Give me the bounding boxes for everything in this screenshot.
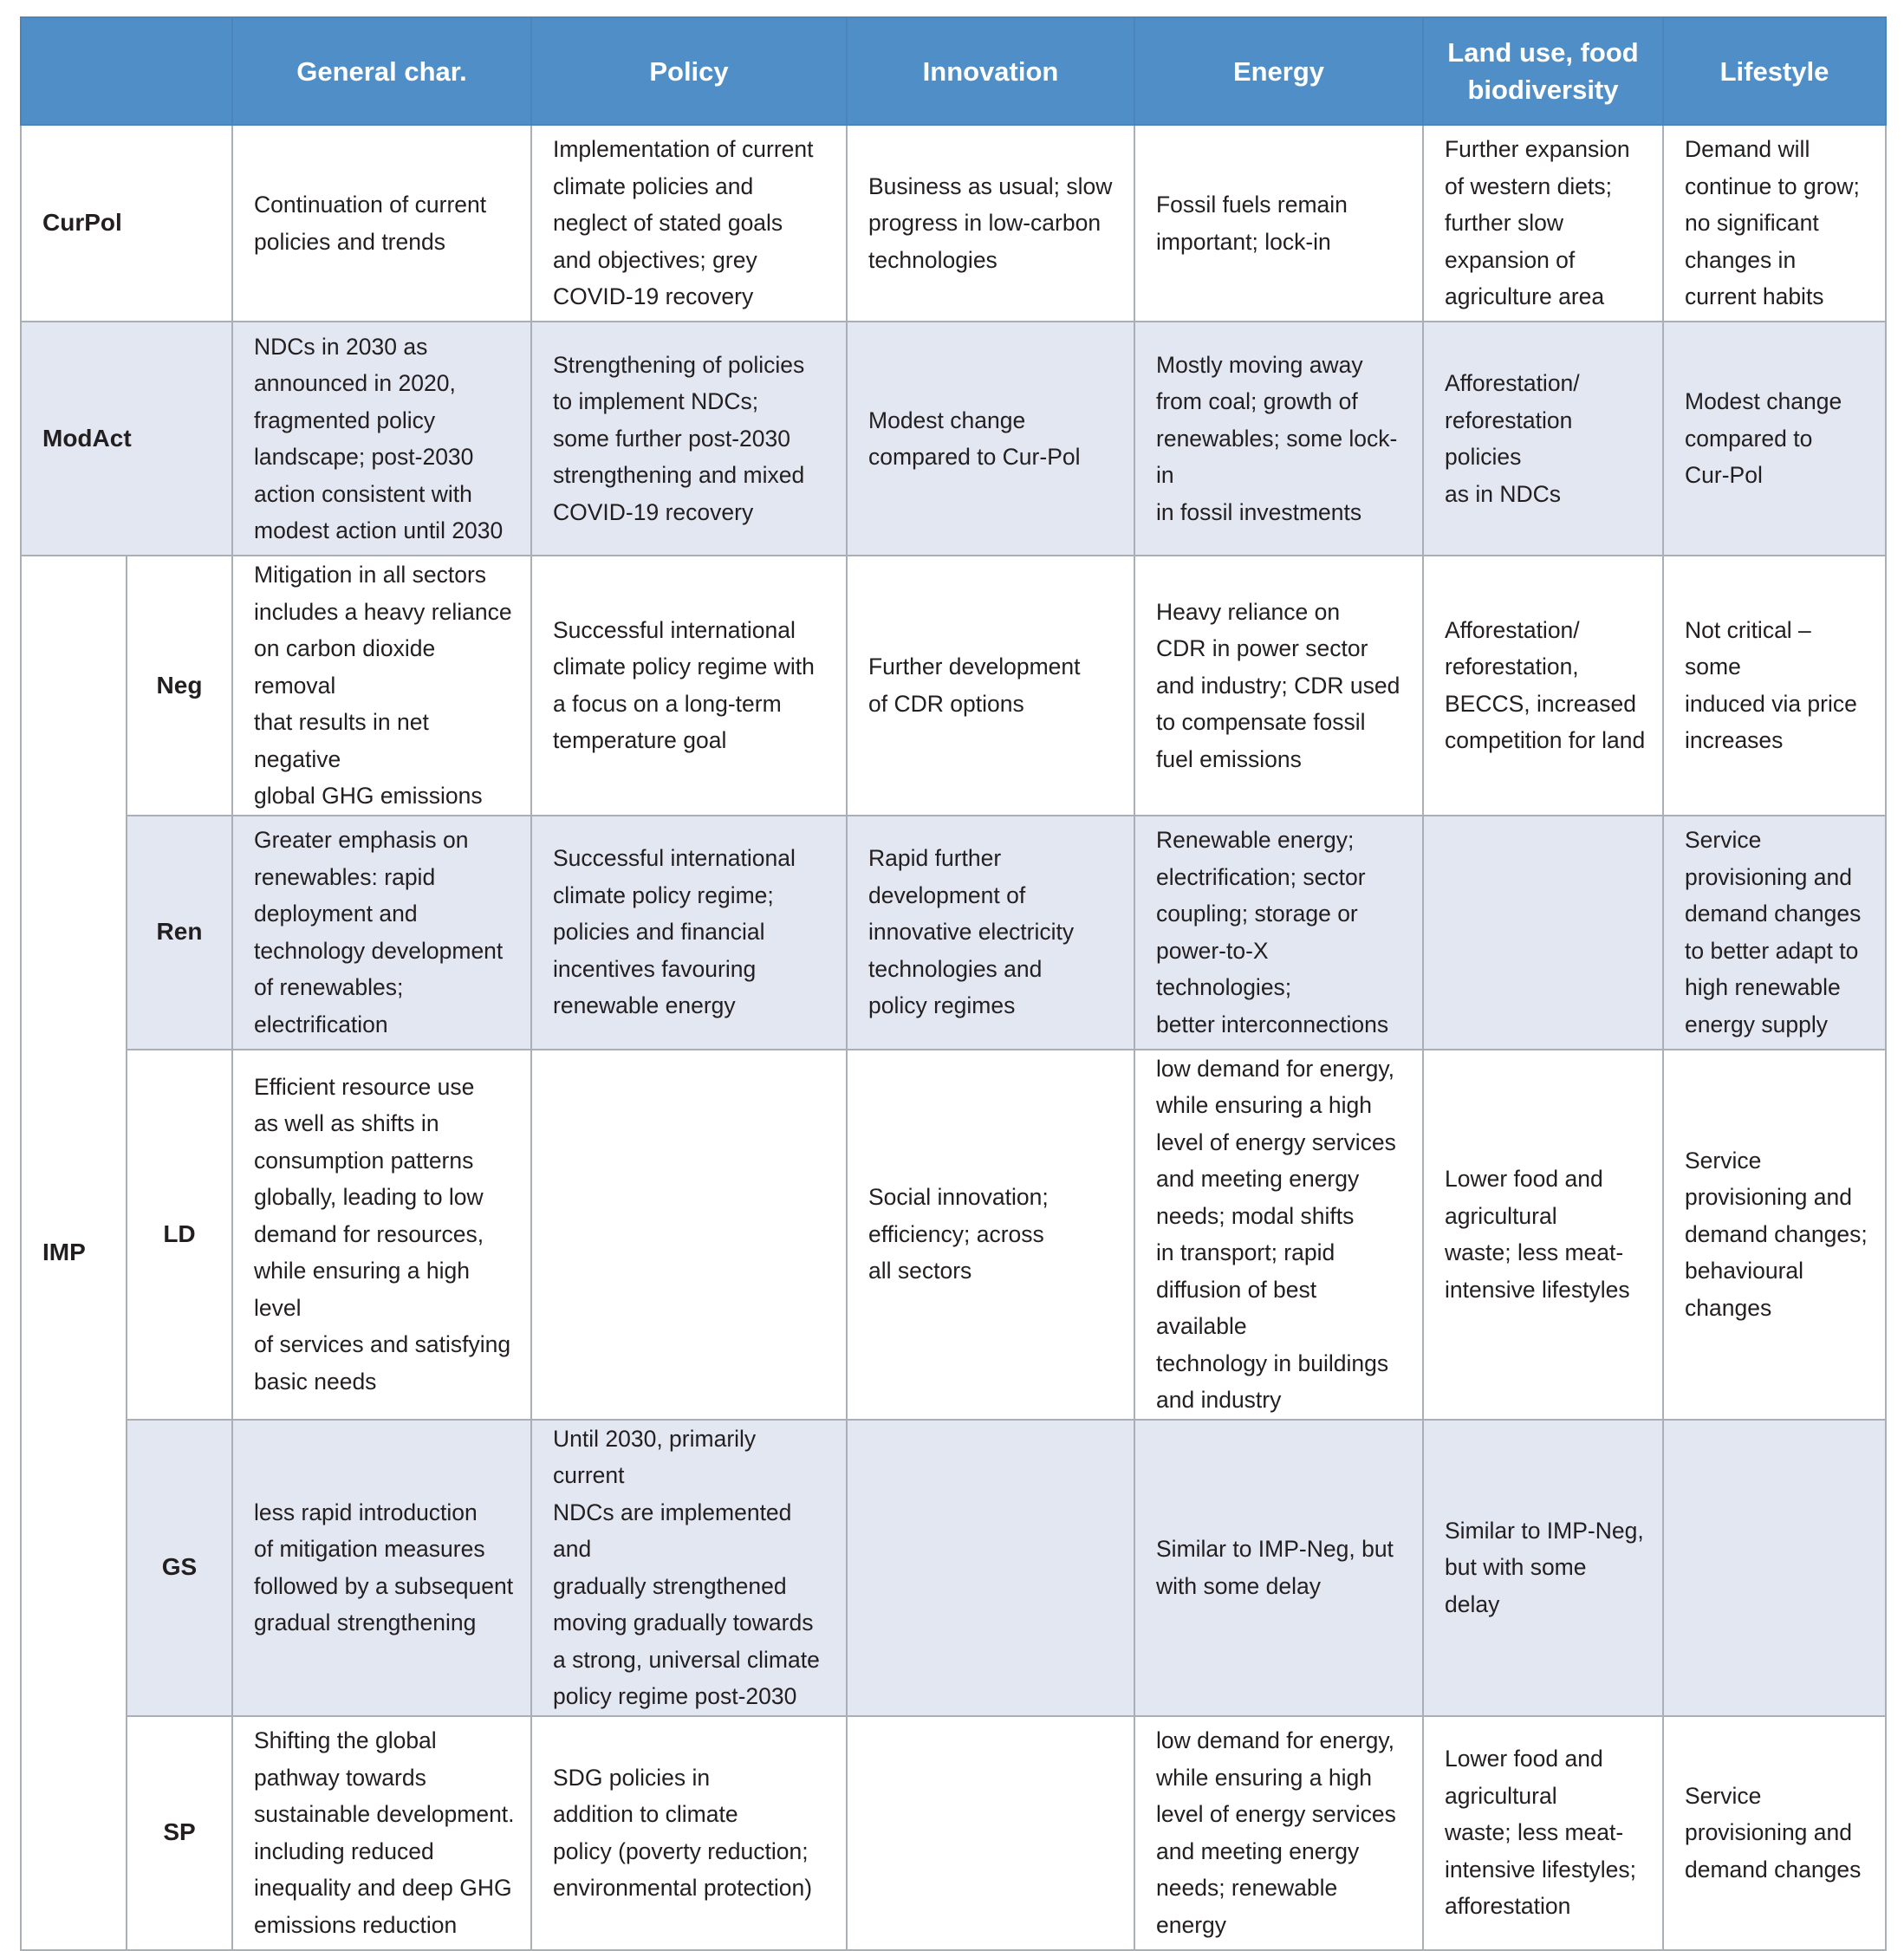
cell-sp-innovation <box>847 1716 1134 1950</box>
cell-ren-innovation: Rapid further development of innovative electricity technologies and policy regimes <box>847 816 1134 1050</box>
cell-ren-general: Greater emphasis on renewables: rapid deployment and technology development of renewables; electrification <box>232 816 531 1050</box>
header-general: General char. <box>232 17 531 125</box>
cell-neg-energy: Heavy reliance on CDR in power sector and industry; CDR used to compensate fossil fuel emissions <box>1134 556 1423 816</box>
scenario-comparison-table <box>20 16 1887 1951</box>
header-energy: Energy <box>1134 17 1423 125</box>
row-label-ren: Ren <box>127 816 232 1050</box>
cell-modact-general: NDCs in 2030 as announced in 2020, fragmented policy landscape; post-2030 action consistent with modest action until 2030 <box>232 322 531 556</box>
cell-curpol-innovation: Business as usual; slow progress in low-carbon technologies <box>847 125 1134 322</box>
cell-gs-policy: Until 2030, primarily current NDCs are implemented and gradually strengthened moving gradually towards a strong, universal climate policy regime post-2030 <box>531 1420 847 1716</box>
cell-neg-innovation: Further development of CDR options <box>847 556 1134 816</box>
header-lifestyle: Lifestyle <box>1663 17 1886 125</box>
cell-neg-land: Afforestation/ reforestation, BECCS, increased competition for land <box>1423 556 1663 816</box>
cell-modact-energy: Mostly moving away from coal; growth of renewables; some lock-in in fossil investments <box>1134 322 1423 556</box>
cell-sp-energy: low demand for energy, while ensuring a high level of energy services and meeting energy needs; renewable energy <box>1134 1716 1423 1950</box>
header-corner <box>21 17 232 125</box>
header-row <box>21 17 1886 125</box>
cell-curpol-energy: Fossil fuels remain important; lock-in <box>1134 125 1423 322</box>
table-row-sp <box>21 1716 1886 1950</box>
cell-modact-policy: Strengthening of policies to implement NDCs; some further post-2030 strengthening and mixed COVID-19 recovery <box>531 322 847 556</box>
cell-ren-energy: Renewable energy; electrification; sector coupling; storage or power-to-X technologies; better interconnections <box>1134 816 1423 1050</box>
cell-sp-general: Shifting the global pathway towards sustainable development. including reduced inequality and deep GHG emissions reduction <box>232 1716 531 1950</box>
cell-modact-innovation: Modest change compared to Cur-Pol <box>847 322 1134 556</box>
cell-ld-energy: low demand for energy, while ensuring a high level of energy services and meeting energy needs; modal shifts in transport; rapid diffusion of best available technology in buildings and industry <box>1134 1050 1423 1420</box>
row-label-modact: ModAct <box>21 322 232 556</box>
cell-gs-energy: Similar to IMP-Neg, but with some delay <box>1134 1420 1423 1716</box>
cell-gs-lifestyle <box>1663 1420 1886 1716</box>
row-label-imp: IMP <box>21 556 127 1950</box>
cell-sp-land: Lower food and agricultural waste; less meat- intensive lifestyles; afforestation <box>1423 1716 1663 1950</box>
cell-modact-land: Afforestation/ reforestation policies as in NDCs <box>1423 322 1663 556</box>
row-label-ld: LD <box>127 1050 232 1420</box>
cell-neg-lifestyle: Not critical – some induced via price increases <box>1663 556 1886 816</box>
cell-ren-policy: Successful international climate policy regime; policies and financial incentives favouring renewable energy <box>531 816 847 1050</box>
cell-curpol-general: Continuation of current policies and trends <box>232 125 531 322</box>
row-label-sp: SP <box>127 1716 232 1950</box>
row-label-gs: GS <box>127 1420 232 1716</box>
table-row-curpol <box>21 125 1886 322</box>
cell-modact-lifestyle: Modest change compared to Cur-Pol <box>1663 322 1886 556</box>
cell-neg-general: Mitigation in all sectors includes a heavy reliance on carbon dioxide removal that results in net negative global GHG emissions <box>232 556 531 816</box>
table-row-gs <box>21 1420 1886 1716</box>
cell-ren-lifestyle: Service provisioning and demand changes to better adapt to high renewable energy supply <box>1663 816 1886 1050</box>
cell-curpol-lifestyle: Demand will continue to grow; no significant changes in current habits <box>1663 125 1886 322</box>
cell-ld-innovation: Social innovation; efficiency; across all sectors <box>847 1050 1134 1420</box>
row-label-neg: Neg <box>127 556 232 816</box>
table-row-ren <box>21 816 1886 1050</box>
header-innovation: Innovation <box>847 17 1134 125</box>
header-policy: Policy <box>531 17 847 125</box>
header-land: Land use, food biodiversity <box>1423 17 1663 125</box>
cell-neg-policy: Successful international climate policy regime with a focus on a long-term temperature goal <box>531 556 847 816</box>
cell-curpol-policy: Implementation of current climate policies and neglect of stated goals and objectives; grey COVID-19 recovery <box>531 125 847 322</box>
cell-ld-lifestyle: Service provisioning and demand changes; behavioural changes <box>1663 1050 1886 1420</box>
cell-curpol-land: Further expansion of western diets; further slow expansion of agriculture area <box>1423 125 1663 322</box>
cell-ld-policy <box>531 1050 847 1420</box>
cell-gs-general: less rapid introduction of mitigation measures followed by a subsequent gradual strengthening <box>232 1420 531 1716</box>
cell-ld-general: Efficient resource use as well as shifts in consumption patterns globally, leading to low demand for resources, while ensuring a high level of services and satisfying basic needs <box>232 1050 531 1420</box>
cell-ld-land: Lower food and agricultural waste; less meat- intensive lifestyles <box>1423 1050 1663 1420</box>
table-row-ld <box>21 1050 1886 1420</box>
cell-sp-lifestyle: Service provisioning and demand changes <box>1663 1716 1886 1950</box>
cell-ren-land <box>1423 816 1663 1050</box>
cell-sp-policy: SDG policies in addition to climate policy (poverty reduction; environmental protection) <box>531 1716 847 1950</box>
table-row-modact <box>21 322 1886 556</box>
table-row-neg <box>21 556 1886 816</box>
row-label-curpol: CurPol <box>21 125 232 322</box>
cell-gs-land: Similar to IMP-Neg, but with some delay <box>1423 1420 1663 1716</box>
cell-gs-innovation <box>847 1420 1134 1716</box>
